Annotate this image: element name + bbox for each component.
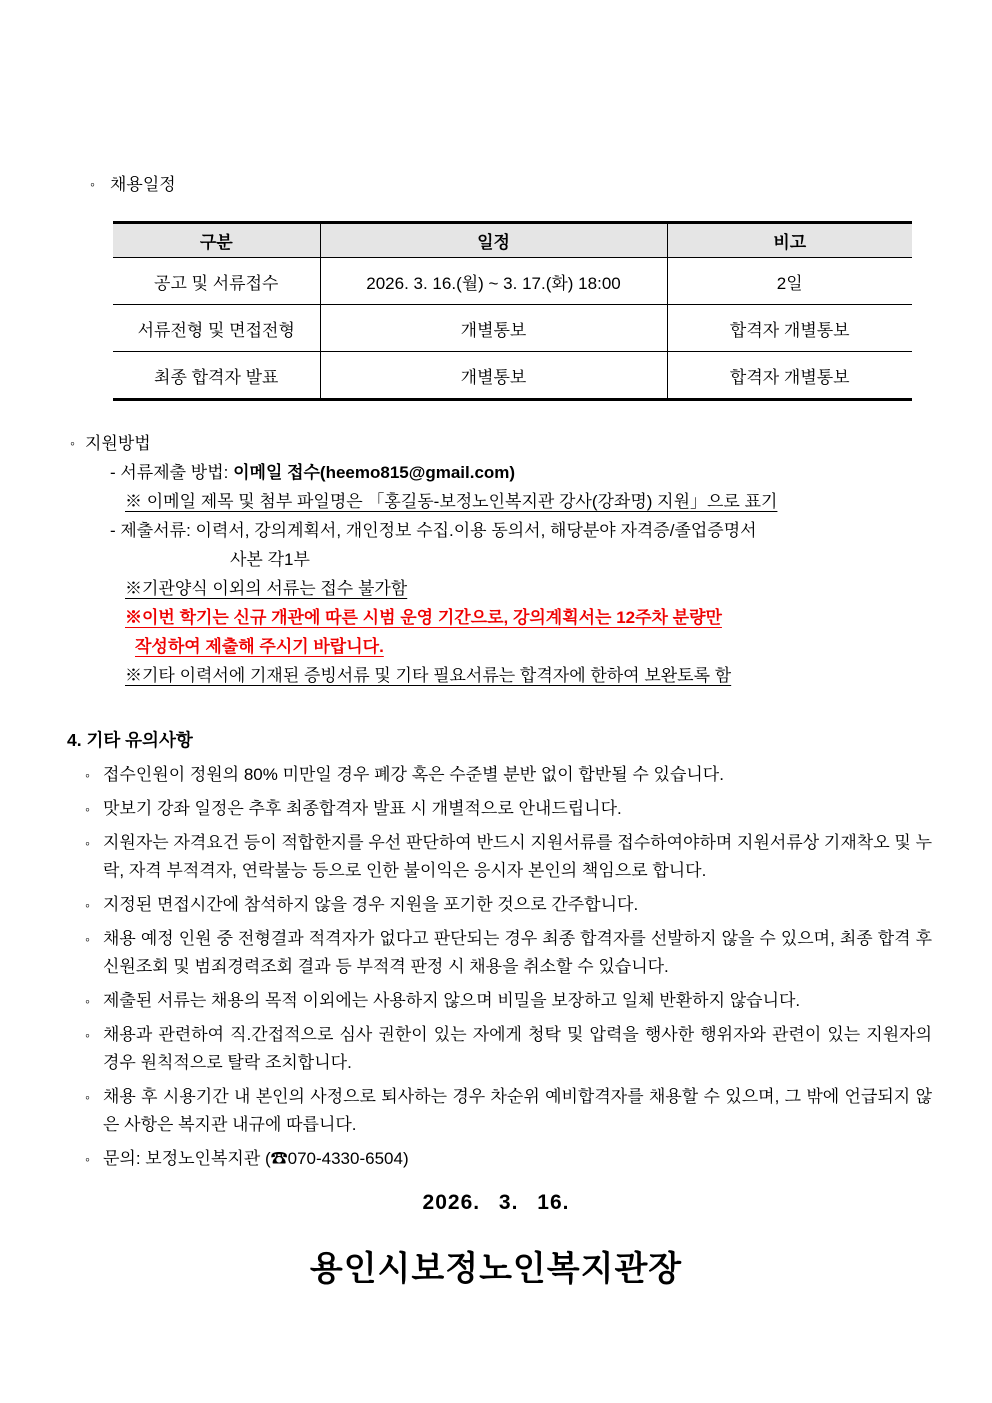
list-item (85, 1083, 932, 1139)
circle-bullet-icon: ◦ (70, 435, 75, 451)
apply-other-note-text: ※기타 이력서에 기재된 증빙서류 및 기타 필요서류는 합격자에 한하여 보완토록 함 (125, 666, 732, 685)
apply-email-note-text: ※ 이메일 제목 및 첨부 파일명은 「홍길동-보정노인복지관 강사(강좌명) 지원」으로 표기 (125, 492, 778, 511)
schedule-cell: 개별통보 (320, 305, 667, 352)
schedule-cell: 2일 (667, 258, 912, 305)
circle-bullet-icon: ◦ (85, 835, 90, 851)
document-date: 2026. 3. 16. (422, 1191, 570, 1214)
schedule-header-category: 구분 (113, 223, 320, 258)
notes-list (85, 761, 932, 1173)
list-item (85, 795, 932, 823)
circle-bullet-icon: ◦ (85, 1089, 90, 1105)
schedule-header-timeline: 일정 (320, 223, 667, 258)
circle-bullet-icon: ◦ (85, 931, 90, 947)
list-item (85, 987, 932, 1015)
apply-method-email: 이메일 접수(heemo815@gmail.com) (233, 463, 516, 482)
list-item (85, 1145, 932, 1173)
schedule-table-header-row (113, 223, 912, 258)
apply-docs-continuation-line (230, 545, 992, 574)
schedule-cell: 서류전형 및 면접전형 (113, 305, 320, 352)
schedule-cell: 합격자 개별통보 (667, 352, 912, 400)
table-row (113, 258, 912, 305)
apply-format-note-text: ※기관양식 이외의 서류는 접수 불가함 (125, 579, 408, 598)
note-item-text: 접수인원이 정원의 80% 미만일 경우 폐강 혹은 수준별 분반 없이 합반될 수 있습니다. (103, 765, 724, 784)
note-item-text: 채용과 관련하여 직.간접적으로 심사 권한이 있는 자에게 청탁 및 압력을 행사한 행위자와 관련이 있는 지원자의 경우 원칙적으로 탈락 조치합니다. (103, 1025, 932, 1072)
apply-red-note-line-2 (135, 632, 992, 661)
apply-method-prefix: - 서류제출 방법: (110, 463, 234, 482)
circle-bullet-icon: ◦ (85, 897, 90, 913)
circle-bullet-icon: ◦ (85, 1027, 90, 1043)
apply-docs-text: - 제출서류: 이력서, 강의계획서, 개인정보 수집.이용 동의서, 해당분야 자격증/졸업증명서 (110, 521, 757, 540)
contact-info-text: 문의: 보정노인복지관 (☎070-4330-6504) (103, 1149, 409, 1168)
apply-red-note-text-1: ※이번 학기는 신규 개관에 따른 시범 운영 기간으로, 강의계획서는 12주차 분량만 (125, 608, 722, 627)
note-item-text: 지정된 면접시간에 참석하지 않을 경우 지원을 포기한 것으로 간주합니다. (103, 895, 639, 914)
schedule-section-title (90, 170, 992, 199)
apply-email-note-line (125, 487, 992, 516)
note-item-text: 채용 후 시용기간 내 본인의 사정으로 퇴사하는 경우 차순위 예비합격자를 채용할 수 있으며, 그 밖에 언급되지 않은 사항은 복지관 내규에 따릅니다. (103, 1087, 932, 1134)
schedule-table (113, 221, 912, 401)
note-item-text: 지원자는 자격요건 등이 적합한지를 우선 판단하여 반드시 지원서류를 접수하여야하며 지원서류상 기재착오 및 누락, 자격 부적격자, 연락불능 등으로 인한 불이익은 응시자 본인의 책임으로 합니다. (103, 833, 932, 880)
circle-bullet-icon: ◦ (85, 767, 90, 783)
circle-bullet-icon: ◦ (90, 176, 95, 192)
apply-method-line (110, 458, 992, 487)
apply-other-note-line (125, 661, 992, 690)
schedule-cell: 최종 합격자 발표 (154, 367, 279, 387)
schedule-cell: 개별통보 (320, 352, 667, 400)
apply-format-note-line (125, 574, 992, 603)
schedule-cell: 공고 및 서류접수 (113, 258, 320, 305)
list-item (85, 1021, 932, 1077)
schedule-cell: 합격자 개별통보 (667, 305, 912, 352)
table-row (113, 305, 912, 352)
notes-section-heading: 4. 기타 유의사항 (67, 730, 193, 750)
circle-bullet-icon: ◦ (85, 993, 90, 1009)
list-item (85, 829, 932, 885)
schedule-cell: 2026. 3. 16.(월) ~ 3. 17.(화) 18:00 (320, 258, 667, 305)
apply-title-text: 지원방법 (85, 434, 151, 453)
apply-docs-continuation-text: 사본 각1부 (230, 550, 310, 569)
apply-docs-line (110, 516, 992, 545)
note-item-text: 맛보기 강좌 일정은 추후 최종합격자 발표 시 개별적으로 안내드립니다. (103, 799, 622, 818)
apply-red-note-line-1 (125, 603, 992, 632)
schedule-title-text: 채용일정 (110, 175, 176, 194)
list-item (85, 761, 932, 789)
apply-red-note-text-2: 작성하여 제출해 주시기 바랍니다. (135, 637, 384, 656)
schedule-header-remark: 비고 (667, 223, 912, 258)
list-item (85, 891, 932, 919)
signature-title: 용인시보정노인복지관장 (309, 1250, 683, 1288)
note-item-text: 제출된 서류는 채용의 목적 이외에는 사용하지 않으며 비밀을 보장하고 일체 반환하지 않습니다. (103, 991, 801, 1010)
circle-bullet-icon: ◦ (85, 1151, 90, 1167)
circle-bullet-icon: ◦ (85, 801, 90, 817)
note-item-text: 채용 예정 인원 중 전형결과 적격자가 없다고 판단되는 경우 최종 합격자를 선발하지 않을 수 있으며, 최종 합격 후 신원조회 및 범죄경력조회 결과 등 부적격 판정 시 채용을 취소할 수 있습니다. (103, 929, 932, 976)
list-item (85, 925, 932, 981)
apply-section-title (70, 429, 992, 458)
table-row (113, 352, 912, 400)
